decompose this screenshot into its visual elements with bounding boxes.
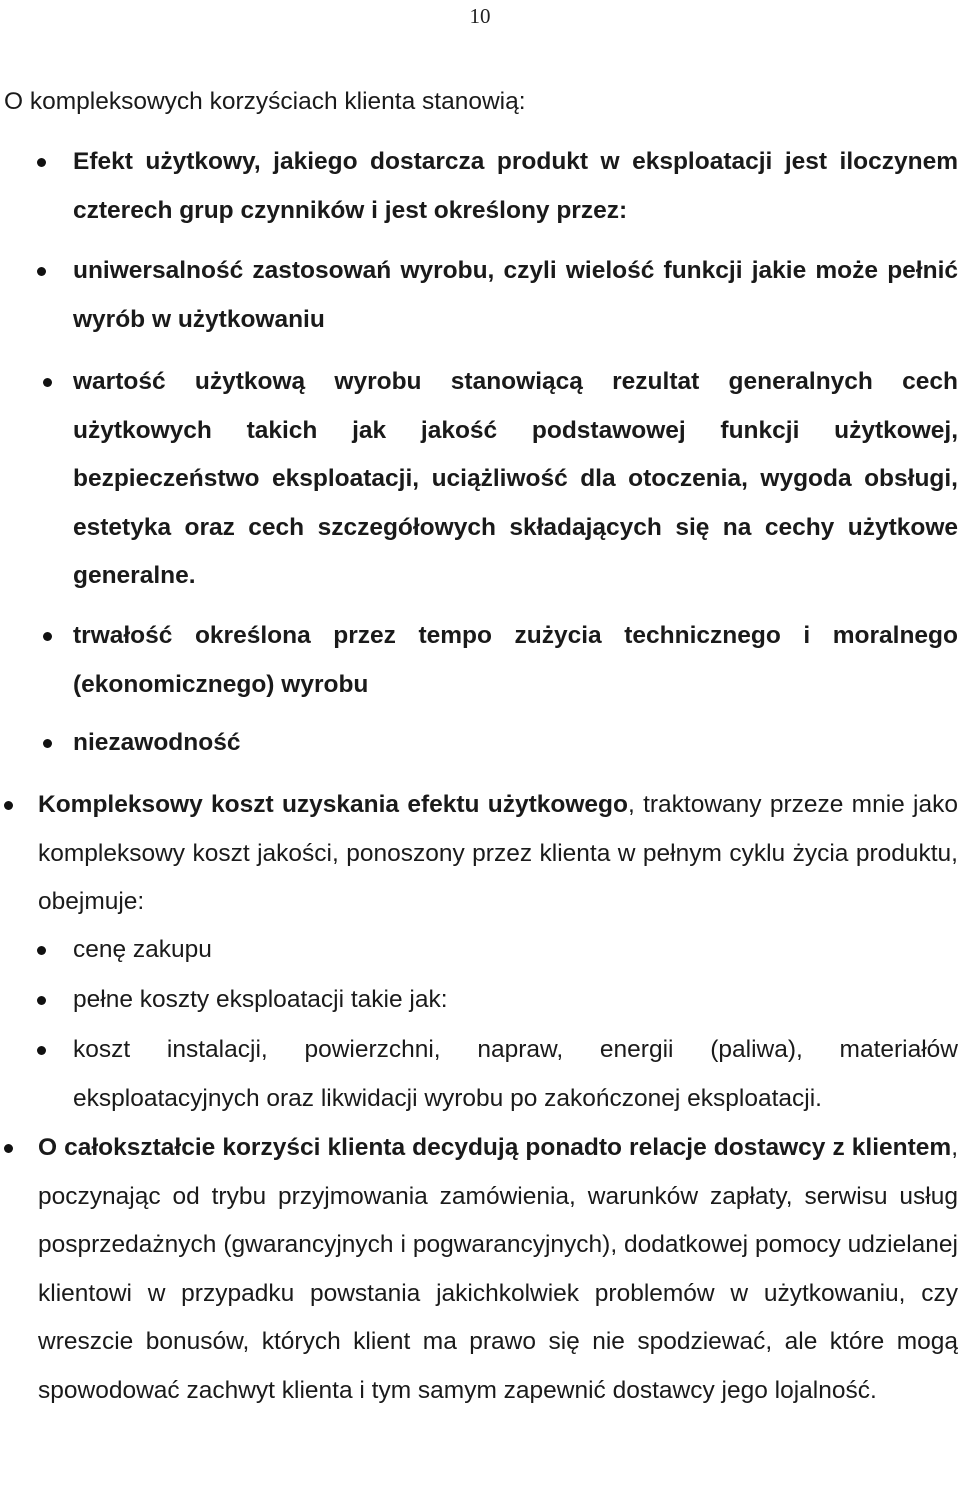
- bullet-icon: [37, 267, 46, 276]
- section-2-item-3: koszt instalacji, powierzchni, napraw, energii (paliwa), materiałów eksploatacyjnych oraz likwidacji wyrobu po zakończonej eksploatacji.: [73, 1036, 958, 1112]
- page-number: 10: [469, 4, 491, 28]
- bullet-icon: [43, 632, 52, 641]
- section-2-lead-rest: , traktowany przeze mnie jako kompleksowy koszt jakości, ponoszony przez klienta w pełnym cyklu życia produktu, obejmuje:: [38, 791, 959, 915]
- section-2-lead-bold: Kompleksowy koszt uzyskania efektu użytkowego: [38, 791, 628, 818]
- bullet-icon: [37, 158, 46, 167]
- bullet-icon: [4, 1144, 13, 1153]
- section-3-lead-rest: , poczynając od trybu przyjmowania zamówienia, warunków zapłaty, serwisu usług posprzedażnych (gwarancyjnych i pogwarancyjnych), dodatkowej pomocy udzielanej klientowi w przypadku powstania jakichkolwiek problemów w użytkowaniu, czy wreszcie bonusów, których klient ma prawo się nie spodziewać, ale które mogą spowodować zachwyt klienta i tym samym zapewnić dostawcy jego lojalność.: [38, 1134, 958, 1404]
- bullet-icon: [37, 1046, 46, 1055]
- section-1-item-4: niezawodność: [73, 729, 241, 756]
- section-3-lead-bold: O całokształcie korzyści klienta decydują ponadto relacje dostawcy z klientem: [38, 1134, 952, 1161]
- section-1-item-1: uniwersalność zastosowań wyrobu, czyli wielość funkcji jakie może pełnić wyrób w użytkowaniu: [73, 257, 958, 333]
- bullet-icon: [43, 378, 52, 387]
- bullet-icon: [37, 996, 46, 1005]
- section-1-item-2: wartość użytkową wyrobu stanowiącą rezultat generalnych cech użytkowych takich jak jakość podstawowej funkcji użytkowej, bezpieczeństwo eksploatacji, uciążliwość dla otoczenia, wygoda obsługi, estetyka oraz cech szczegółowych składających się na cechy użytkowe generalne.: [73, 368, 958, 589]
- bullet-icon: [37, 946, 46, 955]
- bullet-icon: [43, 739, 52, 748]
- section-3-lead: [38, 1124, 958, 1415]
- section-2-item-2: pełne koszty eksploatacji takie jak:: [73, 986, 448, 1013]
- section-2-lead: [38, 781, 958, 927]
- section-2-item-1: cenę zakupu: [73, 936, 212, 963]
- section-1-item-3: trwałość określona przez tempo zużycia technicznego i moralnego (ekonomicznego) wyrobu: [73, 622, 958, 698]
- intro-text: O kompleksowych korzyściach klienta stanowią:: [4, 88, 526, 115]
- section-1-lead: Efekt użytkowy, jakiego dostarcza produkt w eksploatacji jest iloczynem czterech grup czynników i jest określony przez:: [73, 148, 958, 224]
- bullet-icon: [4, 801, 13, 810]
